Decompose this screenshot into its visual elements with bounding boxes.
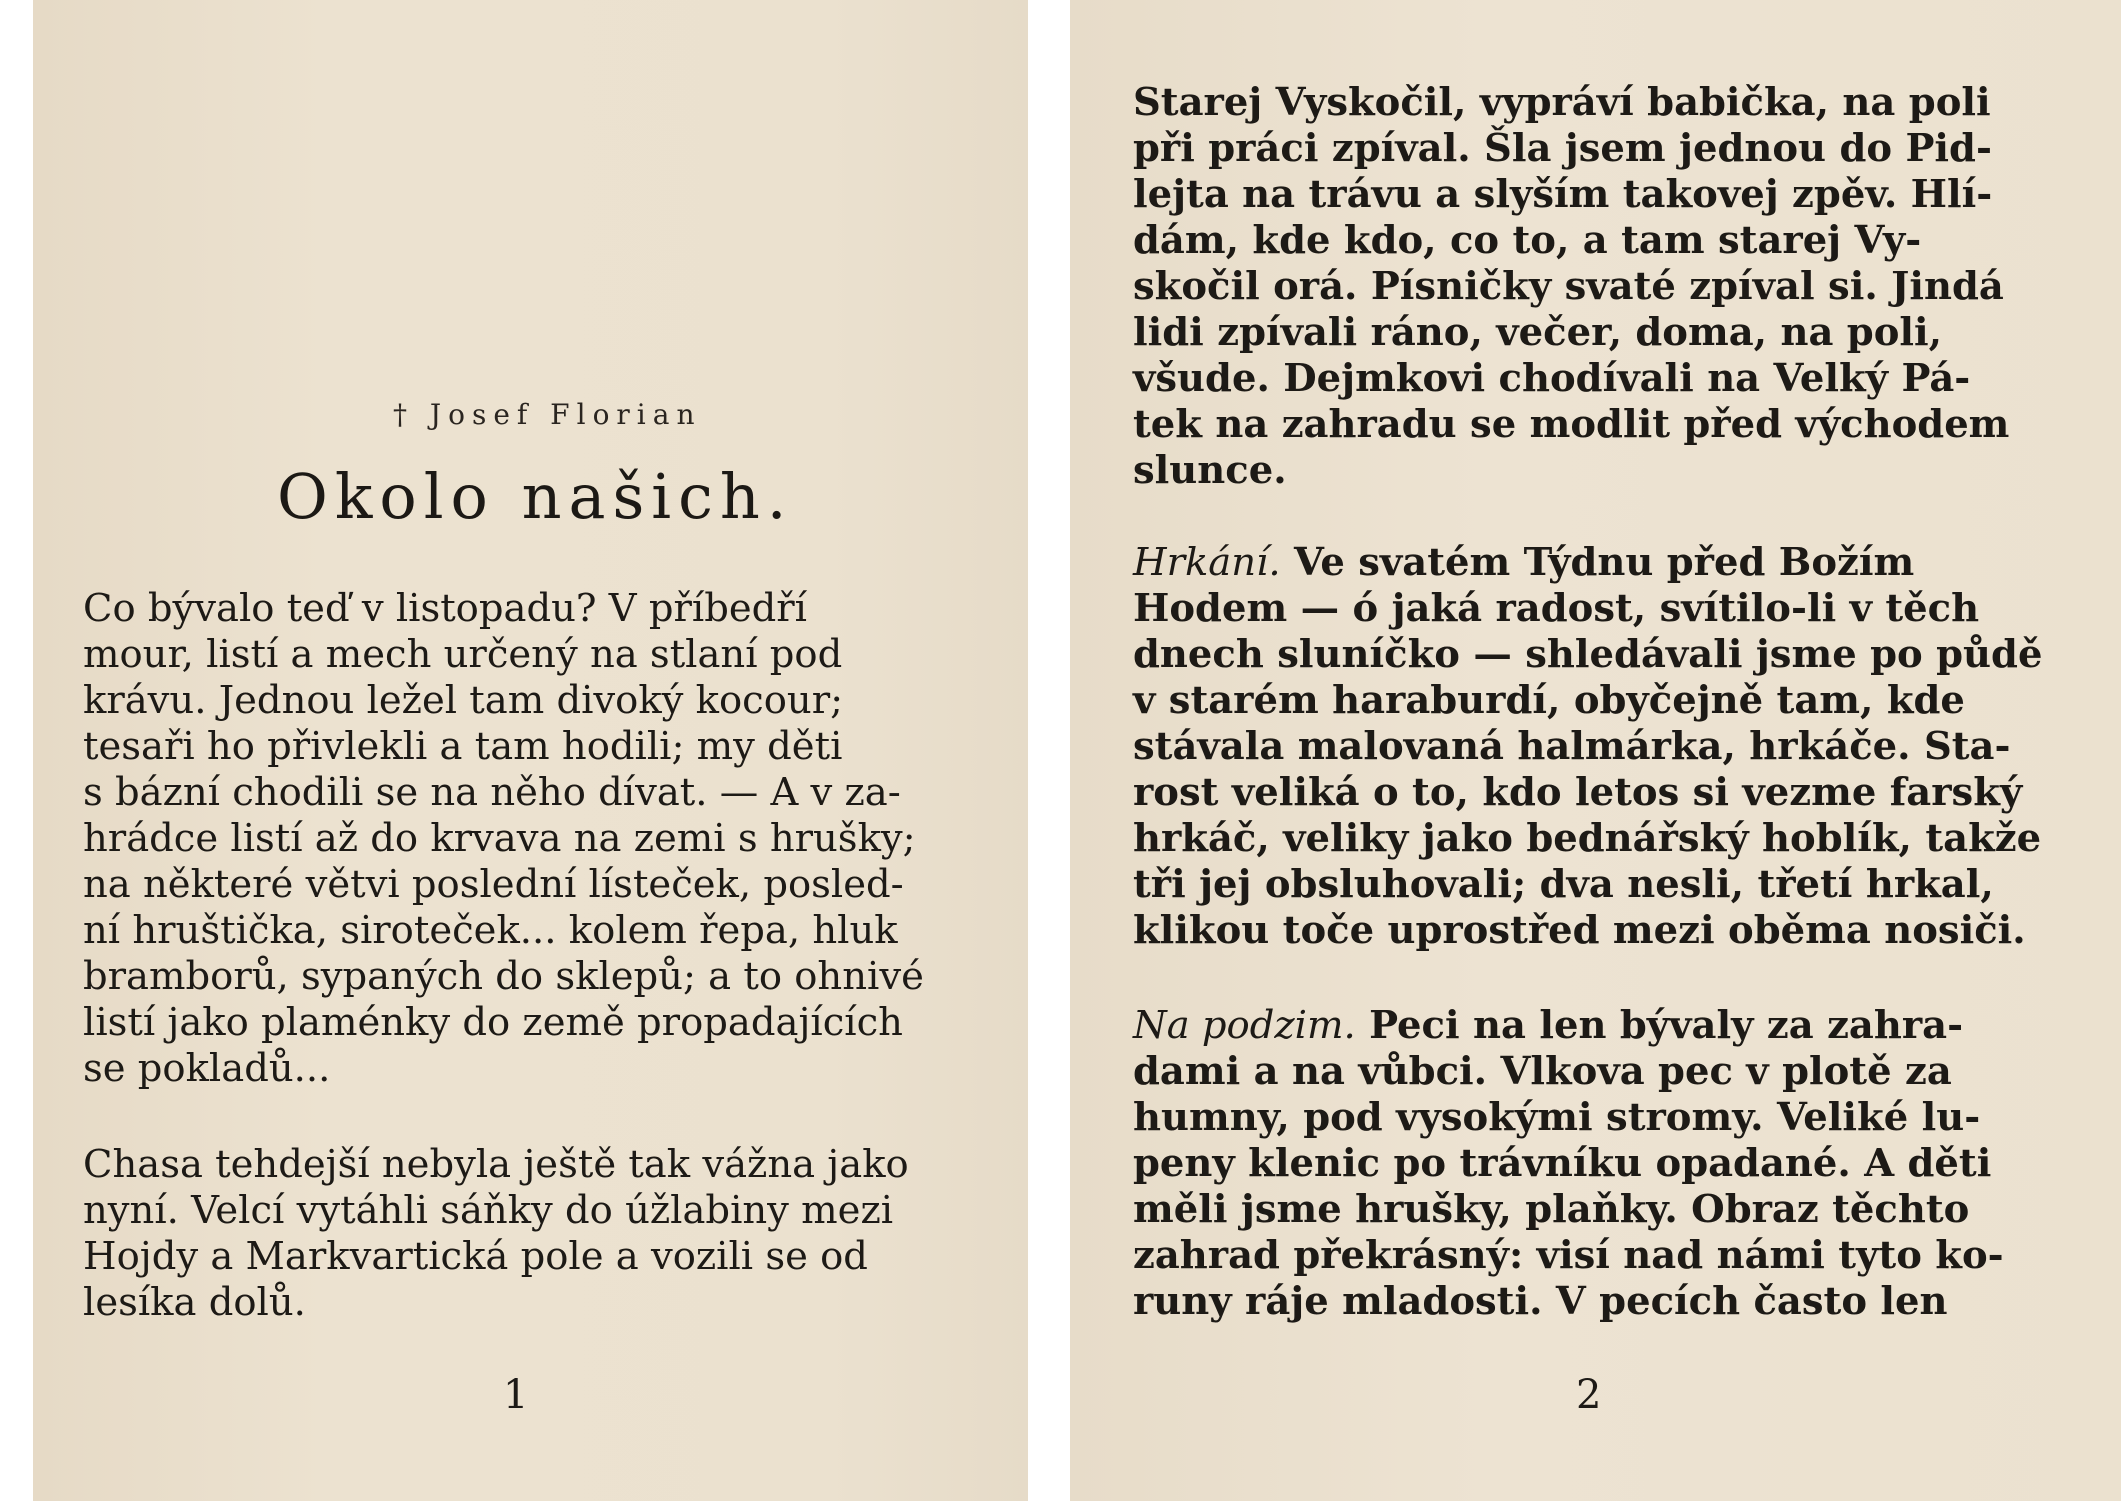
text-line: lejta na trávu a slyším takovej zpěv. Hlí- [1133, 172, 1993, 217]
text-line: bramborů, sypaných do sklepů; a to ohnivé [83, 954, 924, 999]
left-paragraph-2 [83, 1142, 909, 1326]
right-page [1070, 0, 2121, 1501]
text-line: klikou toče uprostřed mezi oběma nosiči. [1133, 908, 2026, 953]
text-line: humny, pod vysokými stromy. Veliké lu- [1133, 1095, 1981, 1140]
section-lead-hrkani: Hrkání. [1133, 540, 1281, 585]
chapter-title: Okolo našich. [277, 460, 794, 533]
text-line: listí jako plaménky do země propadajících [83, 1000, 903, 1045]
section-lead-na-podzim: Na podzim. [1133, 1003, 1356, 1048]
text-line: dám, kde kdo, co to, a tam starej Vy- [1133, 218, 1922, 263]
text-line: krávu. Jednou ležel tam divoký kocour; [83, 678, 844, 723]
text-line: runy ráje mladosti. V pecích často len [1133, 1279, 1948, 1324]
text-line: Co bývalo teď v listopadu? V příbedří [83, 586, 807, 631]
right-paragraph-2 [1133, 540, 2042, 954]
text-line: tesaři ho přivlekli a tam hodili; my děti [83, 724, 843, 769]
right-paragraph-3 [1133, 1003, 2004, 1325]
text-line: na některé větvi poslední lísteček, posled- [83, 862, 904, 907]
text-line: stávala malovaná halmárka, hrkáče. Sta- [1133, 724, 2011, 769]
text-line [1133, 540, 2042, 586]
left-paragraph-1 [83, 586, 924, 1092]
text-line: nyní. Velcí vytáhli sáňky do úžlabiny mezi [83, 1188, 894, 1233]
text-line: dami a na vůbci. Vlkova pec v plotě za [1133, 1049, 1952, 1094]
text-line: Hojdy a Markvartická pole a vozili se od [83, 1234, 868, 1279]
text-line: mour, listí a mech určený na stlaní pod [83, 632, 843, 677]
text-line: lesíka dolů. [83, 1280, 306, 1325]
text-line: skočil orá. Písničky svaté zpíval si. Jindá [1133, 264, 2004, 309]
page-number: 2 [1576, 1372, 1602, 1418]
text-line: hrkáč, veliky jako bednářský hoblík, takže [1133, 816, 2042, 861]
left-page [33, 0, 1028, 1501]
text-line: při práci zpíval. Šla jsem jednou do Pid- [1133, 126, 1992, 171]
text-line: rost veliká o to, kdo letos si vezme farský [1133, 770, 2023, 815]
text-line [1133, 1003, 2004, 1049]
text-line: Hodem — ó jaká radost, svítilo-li v těch [1133, 586, 1980, 631]
text-line: hrádce listí až do krvava na zemi s hrušky; [83, 816, 916, 861]
text-line: měli jsme hrušky, plaňky. Obraz těchto [1133, 1187, 1970, 1232]
page-number: 1 [503, 1372, 529, 1418]
text-line: dnech sluníčko — shledávali jsme po půdě [1133, 632, 2043, 677]
text-line: s bázní chodili se na něho dívat. — A v za- [83, 770, 901, 815]
author-name: † Josef Florian [393, 398, 702, 431]
text-line: lidi zpívali ráno, večer, doma, na poli, [1133, 310, 1943, 355]
right-paragraph-1 [1133, 80, 2009, 494]
text-line: ní hruštička, siroteček... kolem řepa, hluk [83, 908, 898, 953]
text-segment: Peci na len bývaly za zahra- [1355, 1003, 1964, 1048]
text-line: peny klenic po trávníku opadané. A děti [1133, 1141, 1992, 1186]
text-segment: Ve svatém Týdnu před Božím [1280, 540, 1915, 585]
text-line: zahrad překrásný: visí nad námi tyto ko- [1133, 1233, 2004, 1278]
text-line: v starém haraburdí, obyčejně tam, kde [1133, 678, 1965, 723]
text-line: Starej Vyskočil, vypráví babička, na poli [1133, 80, 1991, 125]
text-line: Chasa tehdejší nebyla ještě tak vážna jako [83, 1142, 909, 1187]
text-line: tři jej obsluhovali; dva nesli, třetí hrkal, [1133, 862, 1994, 907]
text-line: slunce. [1133, 448, 1287, 493]
text-line: se pokladů... [83, 1046, 331, 1091]
text-line: tek na zahradu se modlit před východem [1133, 402, 2010, 447]
text-line: všude. Dejmkovi chodívali na Velký Pá- [1133, 356, 1971, 401]
